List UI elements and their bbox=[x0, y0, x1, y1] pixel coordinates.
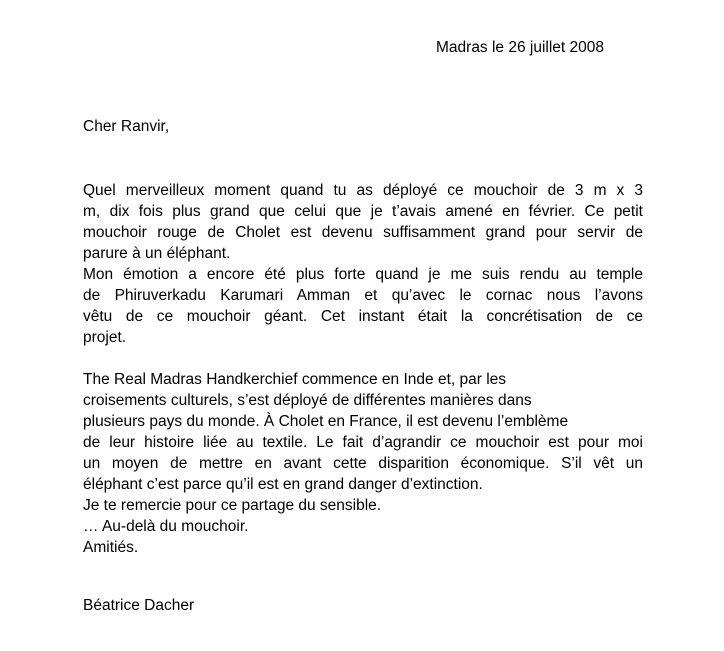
paragraph-1-line: de Phiruverkadu Karumari Amman et qu’avec le cornac nous l’avons bbox=[83, 287, 643, 304]
paragraph-2-line: Je te remercie pour ce partage du sensible. bbox=[83, 497, 382, 514]
letter-salutation: Cher Ranvir, bbox=[83, 118, 170, 135]
paragraph-2-line: Amitiés. bbox=[83, 539, 139, 556]
paragraph-2-line: croisements culturels, s’est déployé de différentes manières dans bbox=[83, 392, 532, 409]
paragraph-2-line: de leur histoire liée au textile. Le fait d’agrandir ce mouchoir est pour moi bbox=[83, 434, 643, 451]
paragraph-1-line: vêtu de ce mouchoir géant. Cet instant était la concrétisation de ce bbox=[83, 308, 643, 325]
paragraph-1-line: m, dix fois plus grand que celui que je t’avais amené en février. Ce petit bbox=[83, 203, 643, 220]
paragraph-1-line: parure à un éléphant. bbox=[83, 245, 231, 262]
paragraph-2-line: un moyen de mettre en avant cette disparition économique. S’il vêt un bbox=[83, 455, 643, 472]
paragraph-1-line: Quel merveilleux moment quand tu as déployé ce mouchoir de 3 m x 3 bbox=[83, 182, 643, 199]
paragraph-2-line: The Real Madras Handkerchief commence en Inde et, par les bbox=[83, 371, 507, 388]
paragraph-2 bbox=[83, 369, 643, 558]
paragraph-2-line: plusieurs pays du monde. À Cholet en France, il est devenu l’emblème bbox=[83, 413, 569, 430]
paragraph-1-line: projet. bbox=[83, 329, 127, 346]
paragraph-1-line: mouchoir rouge de Cholet est devenu suffisamment grand pour servir de bbox=[83, 224, 643, 241]
letter-dateline: Madras le 26 juillet 2008 bbox=[436, 39, 605, 56]
letter-signature: Béatrice Dacher bbox=[83, 597, 195, 614]
paragraph-1-line: Mon émotion a encore été plus forte quand je me suis rendu au temple bbox=[83, 266, 643, 283]
letter-body bbox=[83, 180, 643, 558]
paragraph-gap bbox=[83, 348, 643, 369]
paragraph-2-line: éléphant c’est parce qu’il est en grand danger d’extinction. bbox=[83, 476, 483, 493]
paragraph-2-line: … Au-delà du mouchoir. bbox=[83, 518, 249, 535]
paragraph-1 bbox=[83, 180, 643, 348]
